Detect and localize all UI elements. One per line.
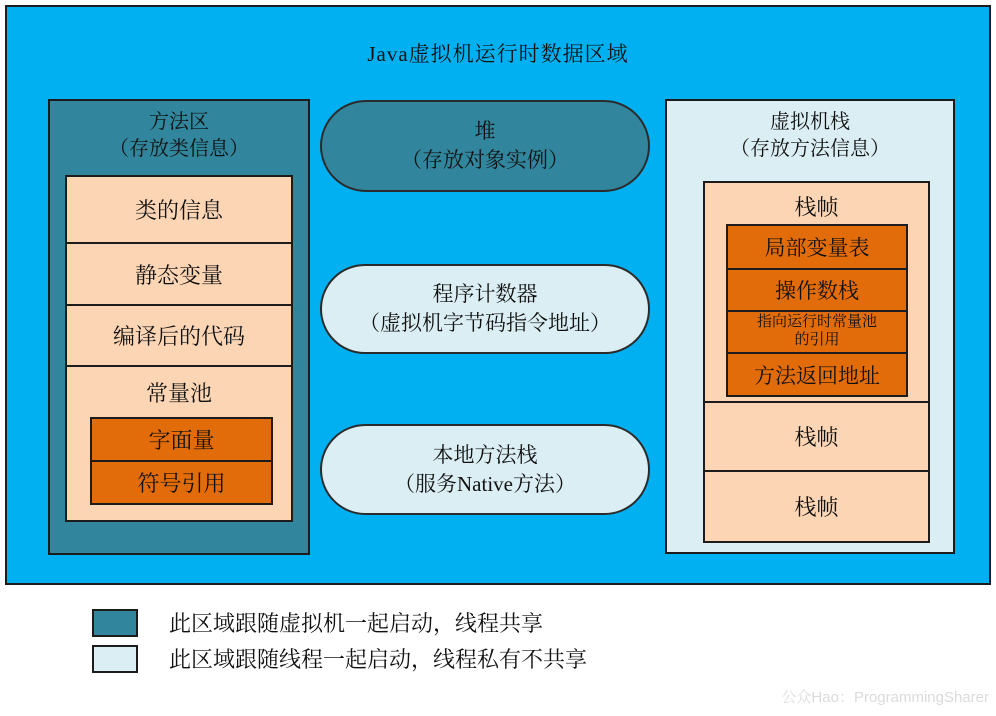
pc-register-pill xyxy=(320,264,650,354)
heap-label-line2: （存放对象实例） xyxy=(401,148,569,172)
native-method-stack-pill xyxy=(320,424,650,515)
vm-stack-frames xyxy=(703,181,930,543)
diagram-title: Java虚拟机运行时数据区域 xyxy=(367,42,629,66)
heap-pill xyxy=(320,100,650,192)
compiled-code-cell: 编译后的代码 xyxy=(67,304,291,365)
method-area-title-line2: （存放类信息） xyxy=(109,138,249,160)
watermark-text: 公众Hao：ProgrammingSharer xyxy=(781,689,989,706)
method-return-address-cell: 方法返回地址 xyxy=(728,352,906,395)
method-area-title xyxy=(50,101,308,163)
stack-frame-3: 栈帧 xyxy=(705,470,928,541)
thread-private-legend-text: 此区域跟随线程一起启动，线程私有不共享 xyxy=(169,647,588,672)
method-area-title-line1: 方法区 xyxy=(149,111,209,133)
stack-frame-2: 栈帧 xyxy=(705,401,928,470)
vm-stack-title-line2: （存放方法信息） xyxy=(730,138,890,160)
literal-cell: 字面量 xyxy=(148,428,215,453)
operand-stack-cell: 操作数栈 xyxy=(728,268,906,310)
stack-frame-detailed xyxy=(705,183,928,401)
vm-stack-title-line1: 虚拟机栈 xyxy=(770,111,850,133)
legend-row-private xyxy=(92,643,587,674)
constant-pool-inner-box xyxy=(90,417,273,505)
method-area-box xyxy=(48,99,310,555)
jvm-runtime-data-area-diagram xyxy=(5,5,991,585)
static-variables-cell: 静态变量 xyxy=(67,242,291,304)
runtime-constant-pool-ref-cell: 指向运行时常量池的引用 xyxy=(728,310,906,352)
constant-pool-label: 常量池 xyxy=(145,381,212,406)
class-info-cell: 类的信息 xyxy=(134,198,223,223)
thread-private-swatch xyxy=(92,645,138,673)
legend xyxy=(92,607,587,679)
vm-stack-box xyxy=(665,99,955,554)
constant-pool-cell xyxy=(67,365,291,520)
native-stack-label-line1: 本地方法栈 xyxy=(432,442,538,467)
vm-stack-title xyxy=(667,101,953,163)
local-variable-table-cell: 局部变量表 xyxy=(764,236,870,260)
native-stack-label-line2: （服务Native方法） xyxy=(394,471,576,496)
method-area-stack xyxy=(65,175,293,522)
stack-frame-label: 栈帧 xyxy=(794,195,839,220)
stack-frame-inner-box xyxy=(726,224,908,397)
thread-shared-legend-text: 此区域跟随虚拟机一起启动，线程共享 xyxy=(169,611,544,636)
pc-register-label-line1: 程序计数器 xyxy=(432,282,538,306)
legend-row-shared xyxy=(92,607,587,638)
symbolic-reference-cell: 符号引用 xyxy=(92,460,271,503)
pc-register-label-line2: （虚拟机字节码指令地址） xyxy=(359,311,611,335)
heap-label-line1: 堆 xyxy=(474,119,496,143)
thread-shared-swatch xyxy=(92,609,138,637)
